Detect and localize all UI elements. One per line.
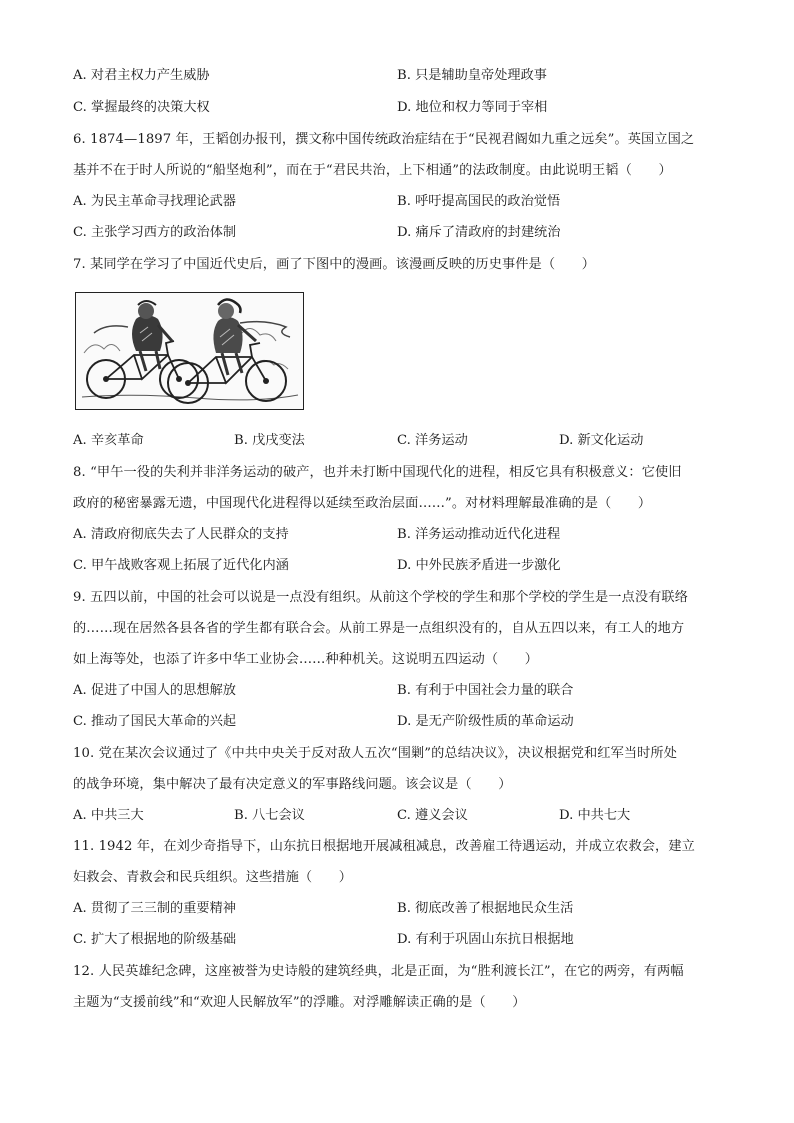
q9-option-b[interactable]: B. 有利于中国社会力量的联合	[397, 683, 574, 698]
q11-stem-line-2: 妇救会、青救会和民兵组织。这些措施（ ）	[73, 870, 353, 885]
q5-option-d[interactable]: D. 地位和权力等同于宰相	[397, 100, 548, 115]
q10-stem-line-2: 的战争环境，集中解决了最有决定意义的军事路线问题。该会议是（ ）	[73, 777, 512, 792]
cartoon-figure	[75, 292, 304, 410]
q5-option-c[interactable]: C. 掌握最终的决策大权	[73, 100, 210, 115]
q12-stem-line-2: 主题为“支援前线”和“欢迎人民解放军”的浮雕。对浮雕解读正确的是（ ）	[73, 995, 526, 1010]
q11-stem-line-1: 11. 1942 年，在刘少奇指导下，山东抗日根据地开展减租减息，改善雇工待遇运动，并成立农救会，建立	[73, 839, 695, 854]
q11-option-d[interactable]: D. 有利于巩固山东抗日根据地	[397, 932, 574, 947]
q10-option-a[interactable]: A. 中共三大	[73, 808, 144, 823]
q6-option-b[interactable]: B. 呼吁提高国民的政治觉悟	[397, 194, 561, 209]
q5-option-b[interactable]: B. 只是辅助皇帝处理政事	[397, 68, 547, 83]
q5-option-a[interactable]: A. 对君主权力产生威胁	[73, 68, 210, 83]
q12-stem-line-1: 12. 人民英雄纪念碑，这座被誉为史诗般的建筑经典，北是正面，为“胜利渡长江”，在它的两旁，有两幅	[73, 964, 684, 979]
q8-option-d[interactable]: D. 中外民族矛盾进一步激化	[397, 558, 561, 573]
q8-option-b[interactable]: B. 洋务运动推动近代化进程	[397, 527, 561, 542]
q9-stem-line-1: 9. 五四以前，中国的社会可以说是一点没有组织。从前这个学校的学生和那个学校的学生是一点没有联络	[73, 590, 689, 605]
q8-stem-line-2: 政府的秘密暴露无遗，中国现代化进程得以延续至政治层面……”。对材料理解最准确的是（ ）	[73, 496, 652, 511]
q6-stem-line-2: 基并不在于时人所说的“船坚炮利”，而在于“君民共治，上下相通”的法政制度。由此说明王韬（ ）	[73, 163, 672, 178]
q11-option-b[interactable]: B. 彻底改善了根据地民众生活	[397, 901, 574, 916]
q9-stem-line-3: 如上海等处，也添了许多中华工业协会……种种机关。这说明五四运动（ ）	[73, 652, 539, 667]
q10-option-c[interactable]: C. 遵义会议	[397, 808, 468, 823]
q9-option-a[interactable]: A. 促进了中国人的思想解放	[73, 683, 236, 698]
q8-option-a[interactable]: A. 清政府彻底失去了人民群众的支持	[73, 527, 289, 542]
q9-stem-line-2: 的……现在居然各县各省的学生都有联合会。从前工界是一点组织没有的，自从五四以来，有工人的地方	[73, 621, 685, 636]
q10-option-d[interactable]: D. 中共七大	[559, 808, 631, 823]
q7-option-d[interactable]: D. 新文化运动	[559, 433, 644, 448]
q10-stem-line-1: 10. 党在某次会议通过了《中共中央关于反对敌人五次“围剿”的总结决议》，决议根据党和红军当时所处	[73, 746, 678, 761]
q7-option-b[interactable]: B. 戊戌变法	[234, 433, 305, 448]
q11-option-c[interactable]: C. 扩大了根据地的阶级基础	[73, 932, 237, 947]
q8-stem-line-1: 8. “甲午一役的失利并非洋务运动的破产，也并未打断中国现代化的进程，相反它具有积极意义：它使旧	[73, 465, 682, 480]
q10-option-b[interactable]: B. 八七会议	[234, 808, 305, 823]
q6-option-d[interactable]: D. 痛斥了清政府的封建统治	[397, 225, 561, 240]
q7-option-c[interactable]: C. 洋务运动	[397, 433, 468, 448]
q9-option-d[interactable]: D. 是无产阶级性质的革命运动	[397, 714, 574, 729]
q7-stem-line-1: 7. 某同学在学习了中国近代史后，画了下图中的漫画。该漫画反映的历史事件是（ ）	[73, 257, 595, 272]
q6-option-a[interactable]: A. 为民主革命寻找理论武器	[73, 194, 236, 209]
q9-option-c[interactable]: C. 推动了国民大革命的兴起	[73, 714, 237, 729]
q7-option-a[interactable]: A. 辛亥革命	[73, 433, 144, 448]
q11-option-a[interactable]: A. 贯彻了三三制的重要精神	[73, 901, 236, 916]
q8-option-c[interactable]: C. 甲午战败客观上拓展了近代化内涵	[73, 558, 289, 573]
cyclists-cartoon-illustration	[76, 293, 302, 408]
q6-stem-line-1: 6. 1874—1897 年，王韬创办报刊，撰文称中国传统政治症结在于“民视君阍如九重之远矣”。英国立国之	[73, 132, 695, 147]
q6-option-c[interactable]: C. 主张学习西方的政治体制	[73, 225, 237, 240]
